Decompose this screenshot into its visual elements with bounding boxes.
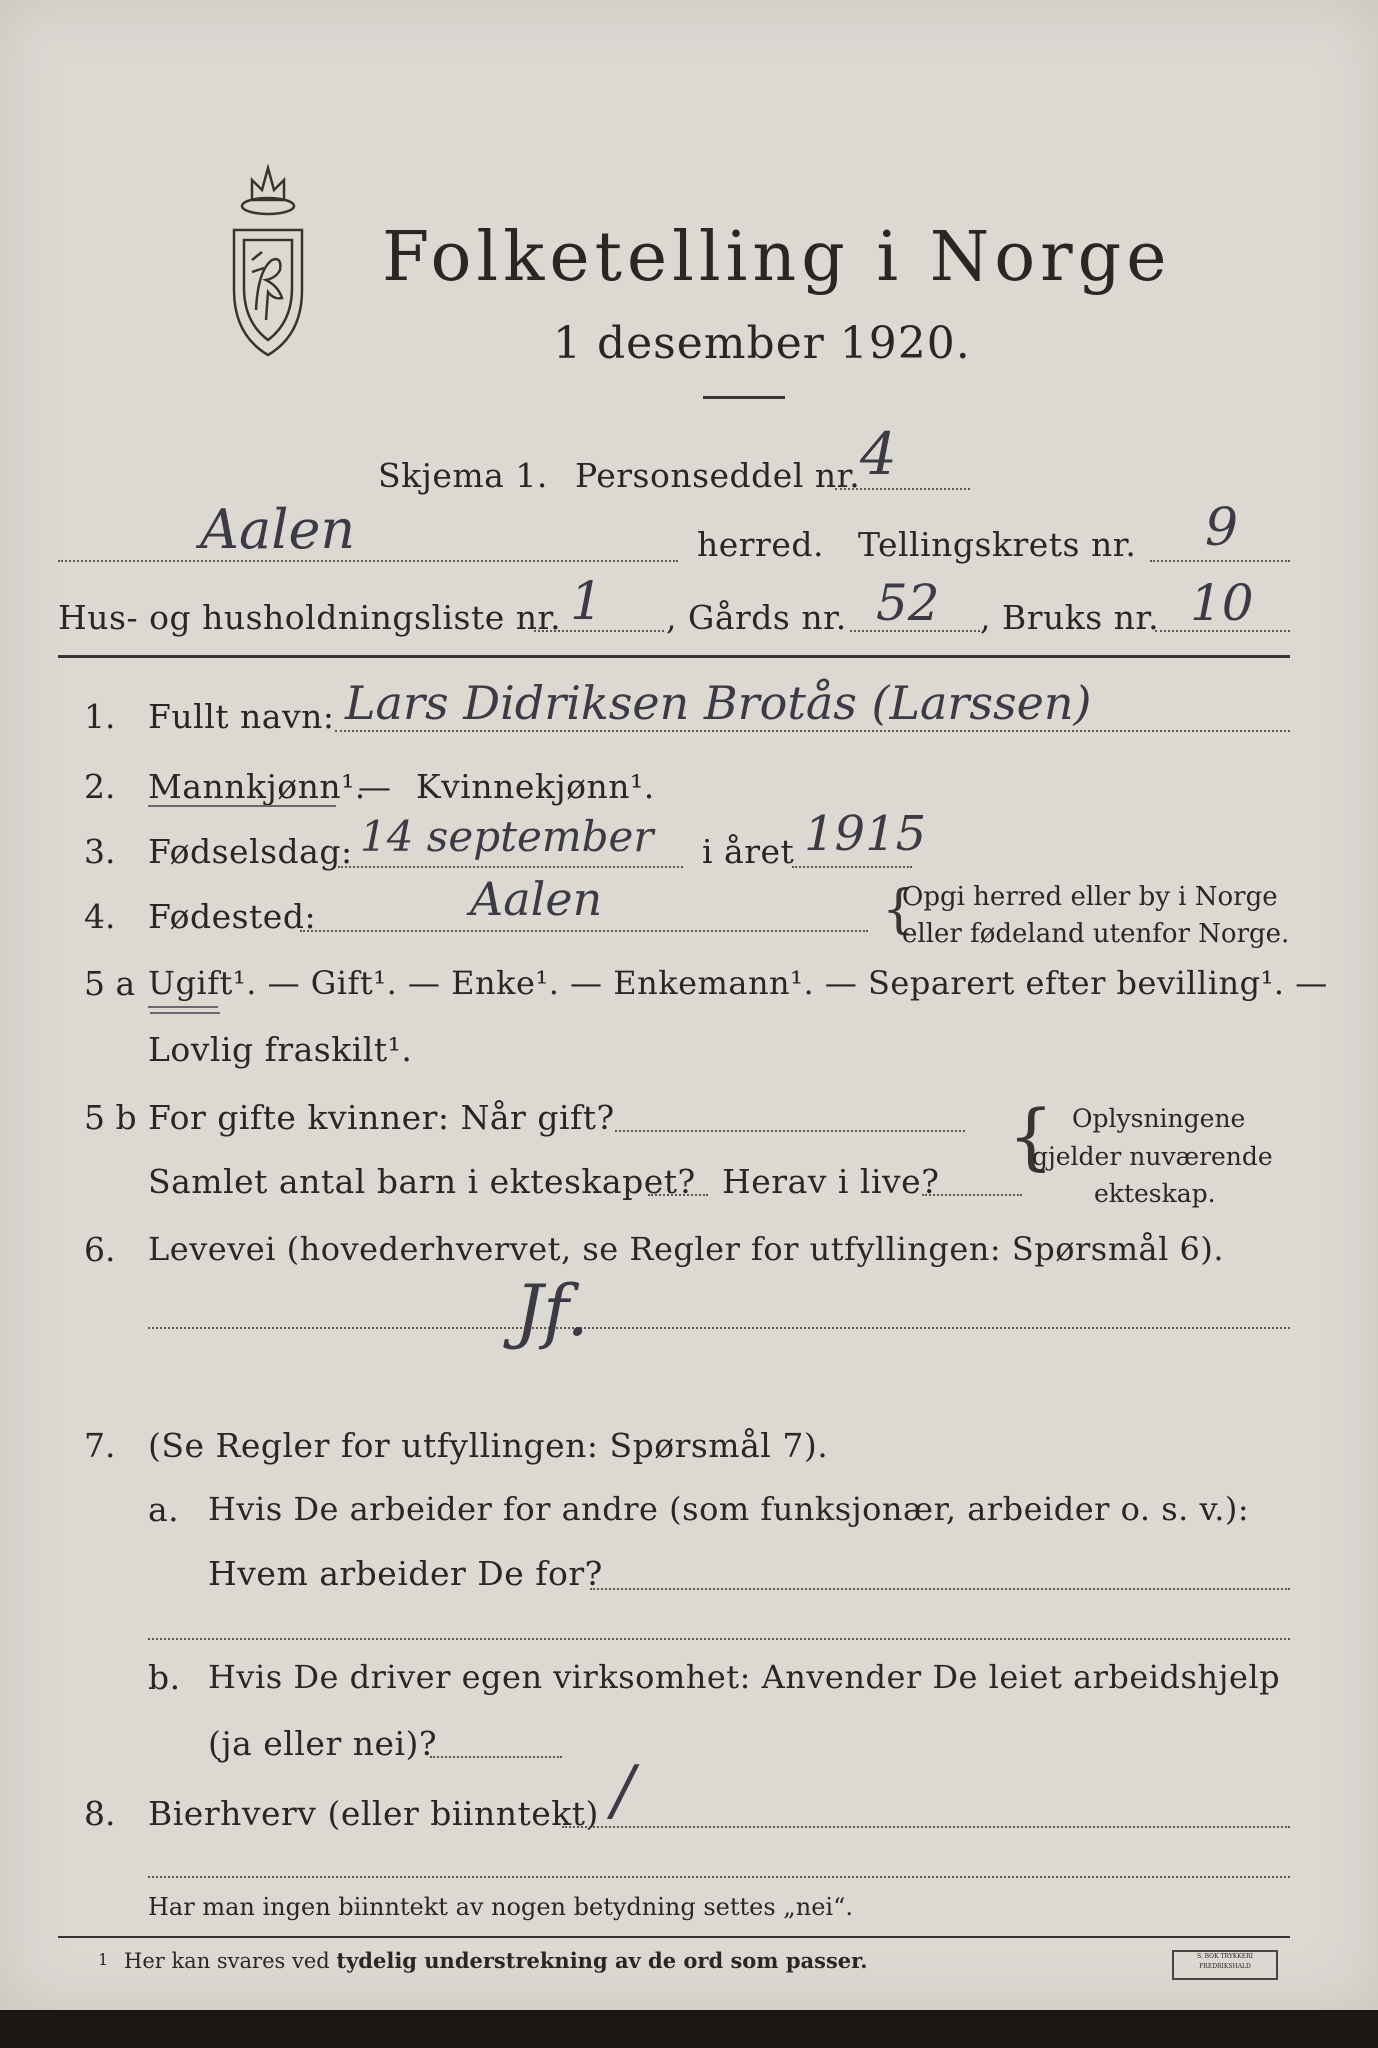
q4-note-1: Opgi herred eller by i Norge: [902, 882, 1278, 912]
q1-field[interactable]: [335, 730, 1290, 732]
gards-value: 52: [876, 574, 940, 632]
tellingskrets-label: Tellingskrets nr.: [858, 525, 1137, 564]
q7-label: (Se Regler for utfyllingen: Spørsmål 7).: [148, 1426, 829, 1465]
tellingskrets-value: 9: [1205, 498, 1239, 558]
q6-occupation: Jf.: [515, 1270, 589, 1352]
q8-field-2[interactable]: [148, 1876, 1290, 1878]
norwegian-coat-of-arms-icon: [222, 160, 314, 360]
q4-field[interactable]: [300, 930, 868, 932]
q8-field[interactable]: [562, 1826, 1290, 1828]
q5b-number: 5 b: [84, 1098, 137, 1137]
q5b-married-label: For gifte kvinner: Når gift?: [148, 1098, 615, 1137]
bruks-label: , Bruks nr.: [980, 598, 1160, 637]
q7a-line-2: Hvem arbeider De for?: [208, 1554, 603, 1593]
bottom-note: Har man ingen biinntekt av nogen betydning settes „nei“.: [148, 1893, 853, 1921]
personseddel-field[interactable]: [835, 488, 970, 490]
q2-number: 2.: [84, 767, 116, 806]
tellingskrets-field[interactable]: [1150, 560, 1290, 562]
q5b-note-3: ekteskap.: [1094, 1179, 1216, 1208]
census-date: 1 desember 1920.: [553, 318, 971, 369]
bruks-value: 10: [1190, 574, 1254, 632]
husholdningsliste-value: 1: [570, 572, 604, 632]
q3-birth-year: 1915: [804, 806, 927, 862]
q5a-number: 5 a: [84, 964, 136, 1003]
printer-stamp: [1172, 1950, 1278, 1980]
q5a-underline-2: [150, 1012, 220, 1014]
q5b-alive-field[interactable]: [922, 1194, 1022, 1196]
q5b-note-1: Oplysningene: [1072, 1104, 1246, 1133]
q6-label: Levevei (hovederhvervet, se Regler for utfyllingen: Spørsmål 6).: [148, 1230, 1225, 1268]
q4-birthplace: Aalen: [470, 872, 603, 926]
q3-year-label: i året: [702, 832, 795, 871]
q5b-note-2: gjelder nuværende: [1032, 1142, 1273, 1171]
printer-stamp-text: S. BOK TRYKKERI FREDRIKSHALD: [1196, 1953, 1254, 1970]
q2-underline: [148, 805, 336, 807]
q1-label: Fullt navn:: [148, 697, 335, 736]
q5b-children-field[interactable]: [648, 1194, 708, 1196]
footnote-text: [124, 1948, 868, 1973]
q4-number: 4.: [84, 897, 116, 936]
q8-label: Bierhverv (eller biinntekt): [148, 1794, 599, 1833]
q2-kvinnekjonn[interactable]: Kvinnekjønn¹.: [416, 767, 655, 806]
husholdningsliste-label: Hus- og husholdningsliste nr.: [58, 598, 562, 637]
personseddel-value: 4: [860, 420, 897, 488]
q3-birth-date: 14 september: [360, 812, 654, 861]
q2-dash: —: [358, 767, 392, 806]
personseddel-label: Personseddel nr.: [575, 456, 861, 495]
q7b-letter: b.: [148, 1658, 181, 1697]
herred-label: herred.: [697, 525, 824, 564]
q5b-brace: {: [1008, 1094, 1054, 1178]
q6-field[interactable]: [148, 1327, 1290, 1329]
q7b-line-1: Hvis De driver egen virksomhet: Anvender De leiet arbeidshjelp: [208, 1658, 1281, 1696]
q3-number: 3.: [84, 832, 116, 871]
footnote-text-b: tydelig understrekning av de ord som passer.: [336, 1948, 868, 1973]
q5a-options[interactable]: Ugift¹. — Gift¹. — Enke¹. — Enkemann¹. — Separert efter bevilling¹. —: [148, 964, 1328, 1002]
q3-year-field[interactable]: [792, 866, 912, 868]
q4-note-2: eller fødeland utenfor Norge.: [902, 919, 1290, 949]
footnote-number: 1: [98, 1950, 109, 1969]
q1-full-name: Lars Didriksen Brotås (Larssen): [345, 676, 1092, 730]
q7b-field[interactable]: [430, 1756, 562, 1758]
q7a-letter: a.: [148, 1490, 180, 1529]
herred-field[interactable]: [58, 560, 678, 562]
q4-label: Fødested:: [148, 897, 317, 936]
skjema-label: Skjema 1.: [378, 456, 548, 495]
title-divider: [703, 396, 785, 399]
gards-label: , Gårds nr.: [666, 598, 847, 637]
q3-date-field[interactable]: [338, 866, 683, 868]
q7b-line-2: (ja eller nei)?: [208, 1724, 438, 1763]
form-title: Folketelling i Norge: [382, 218, 1172, 297]
q5b-alive-label: Herav i live?: [722, 1162, 940, 1201]
q7a-field-1[interactable]: [590, 1588, 1290, 1590]
q5a-options-2[interactable]: Lovlig fraskilt¹.: [148, 1030, 413, 1069]
header-divider: [58, 655, 1290, 658]
q3-label: Fødselsdag:: [148, 832, 353, 871]
herred-value: Aalen: [200, 498, 356, 561]
q5b-married-field[interactable]: [615, 1130, 965, 1132]
q5a-underline: [148, 1006, 218, 1008]
q8-number: 8.: [84, 1794, 116, 1833]
q7-number: 7.: [84, 1426, 116, 1465]
footnote-divider: [58, 1936, 1290, 1938]
q7a-line-1: Hvis De arbeider for andre (som funksjonær, arbeider o. s. v.):: [208, 1490, 1250, 1528]
q1-number: 1.: [84, 697, 116, 736]
q4-brace: {: [882, 880, 916, 940]
q6-number: 6.: [84, 1230, 116, 1269]
footnote-text-a: Her kan svares ved: [124, 1949, 337, 1973]
q5b-children-label: Samlet antal barn i ekteskapet?: [148, 1162, 696, 1201]
q7a-field-2[interactable]: [148, 1638, 1290, 1640]
q8-value: /: [612, 1752, 635, 1829]
q2-mannkjonn[interactable]: Mannkjønn¹.: [148, 767, 366, 806]
